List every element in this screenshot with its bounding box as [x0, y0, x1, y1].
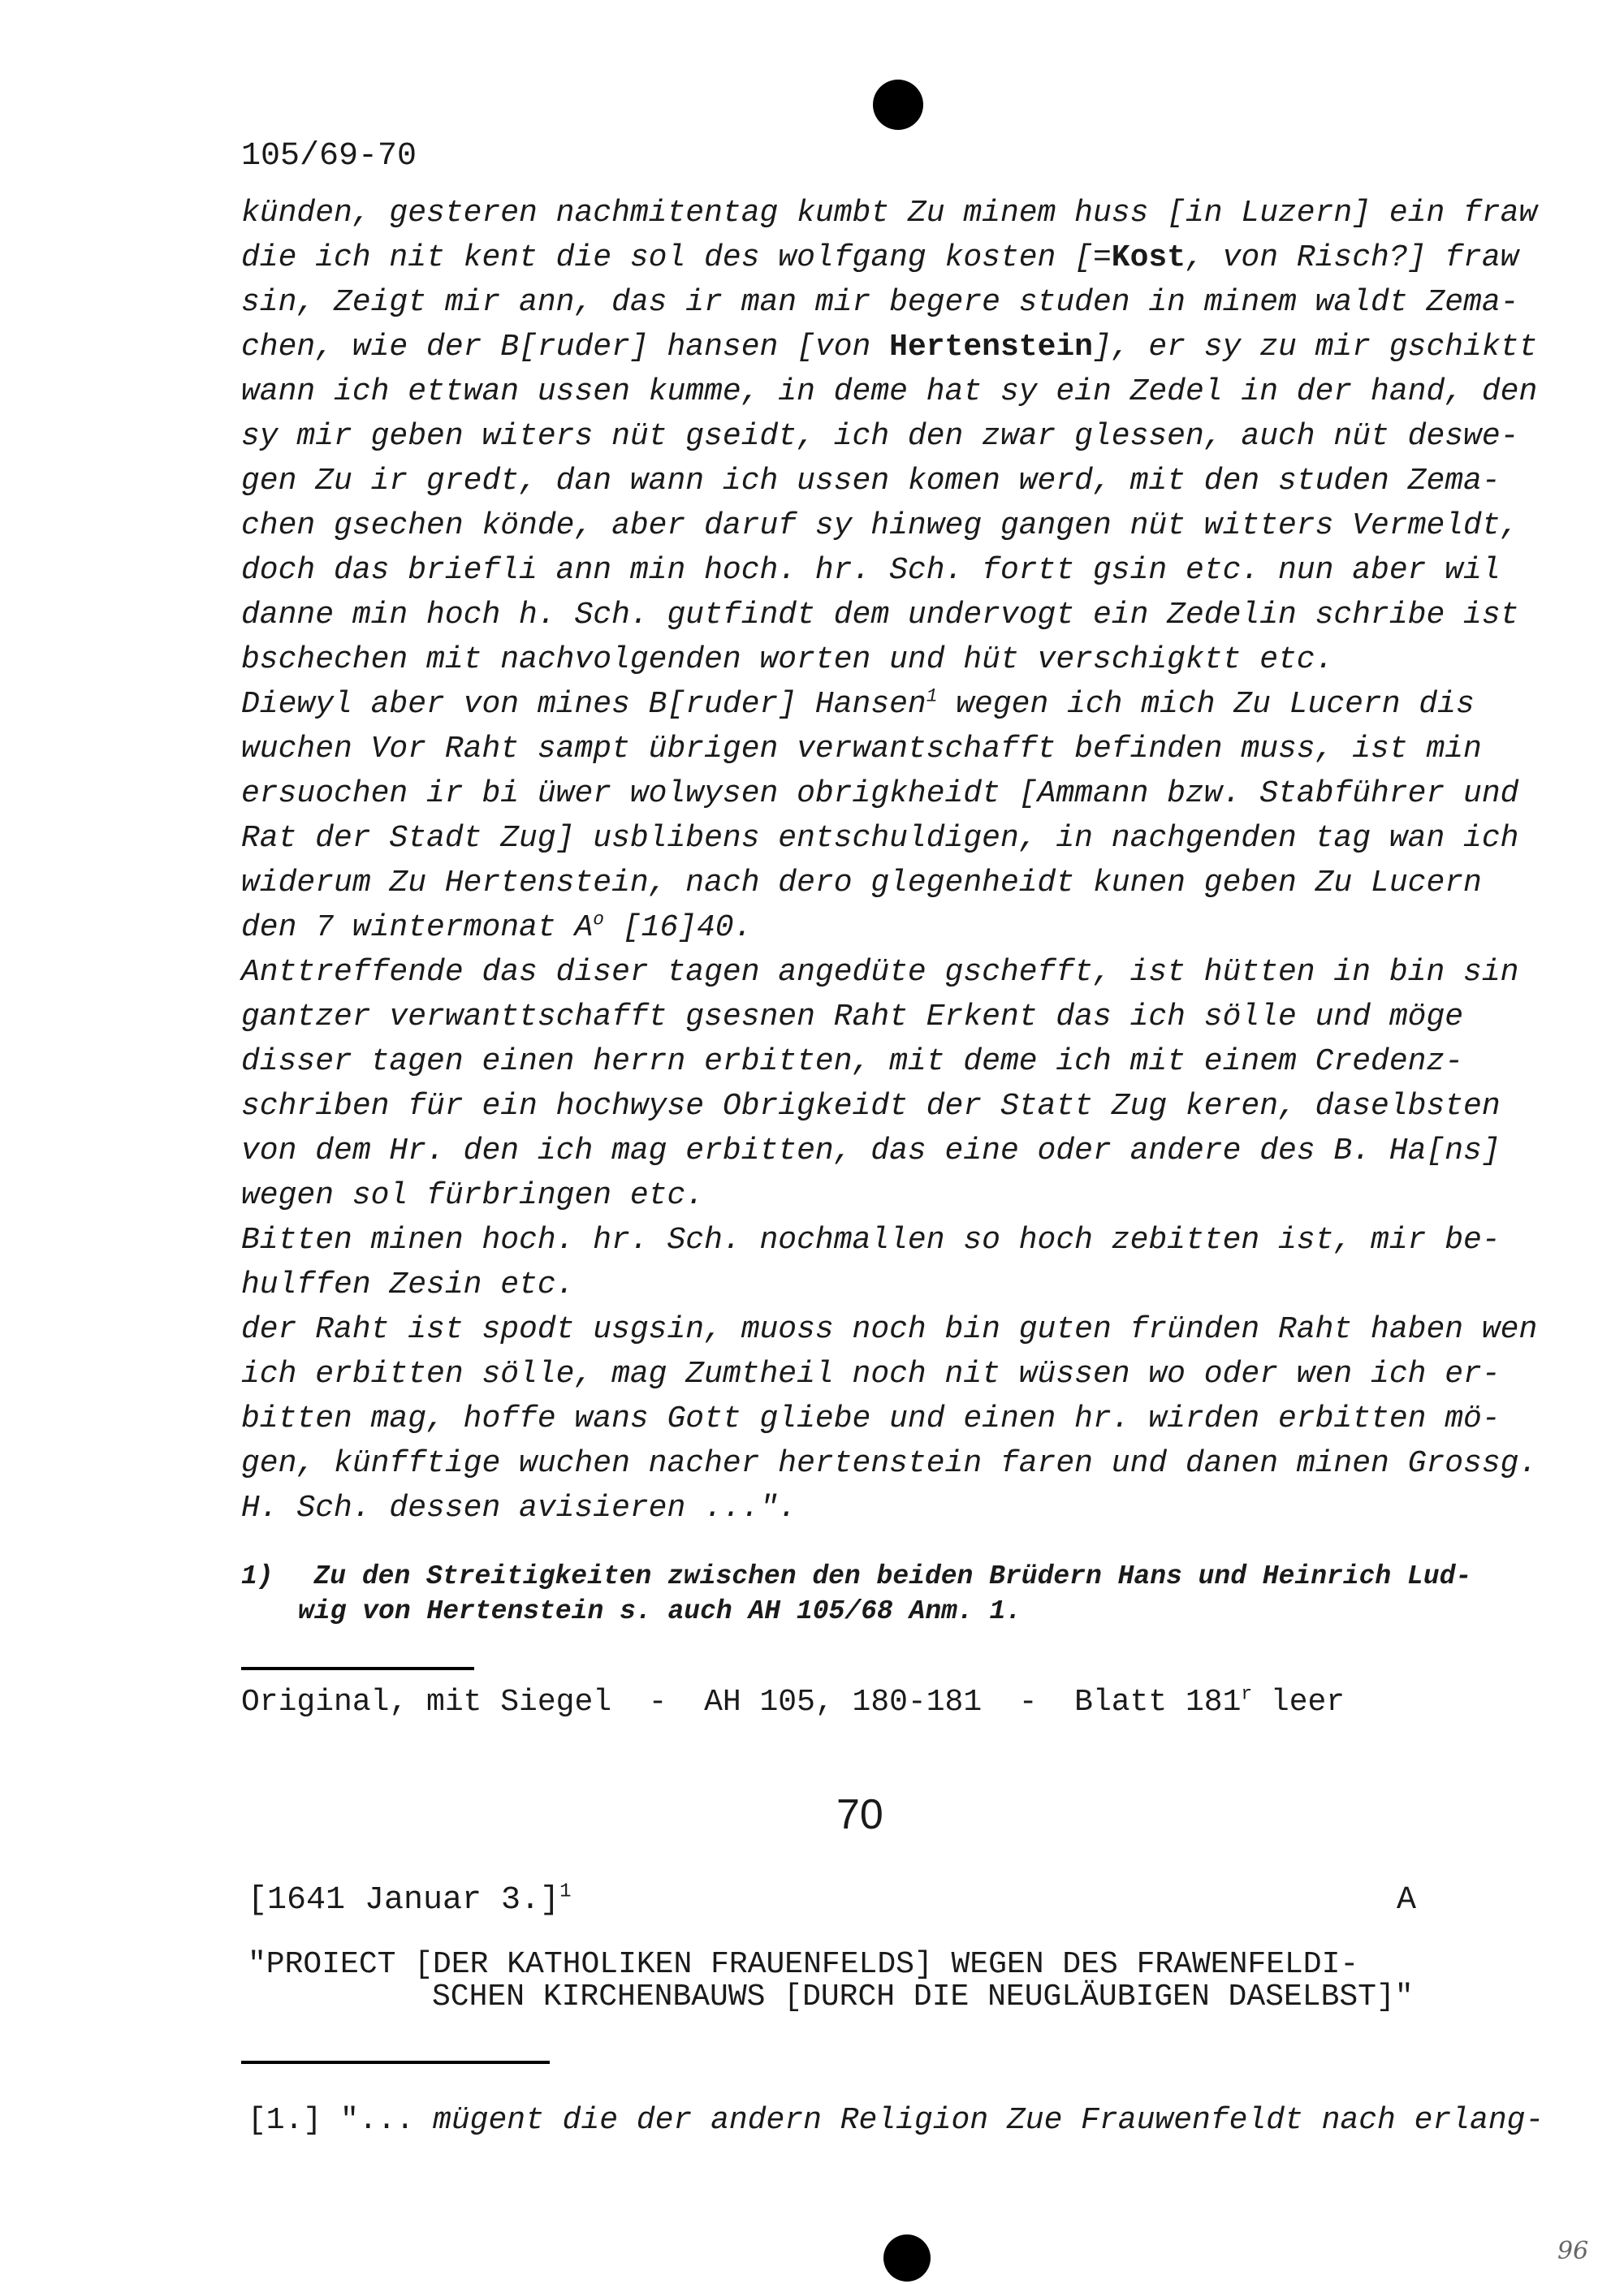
- text-line: die ich nit kent die sol des wolfgang kosten [=Kost, von Risch?] fraw: [241, 240, 1519, 275]
- superscript: 1: [926, 685, 938, 707]
- title-line-2: SCHEN KIRCHENBAUWS [DURCH DIE NEUGLÄUBIGEN DASELBST]": [432, 1980, 1414, 2014]
- text-line: gantzer verwanttschafft gsesnen Raht Erkent das ich sölle und möge: [241, 1000, 1464, 1034]
- text-line: chen gsechen könde, aber daruf sy hinweg gangen nüt witters Vermeldt,: [241, 508, 1519, 543]
- text-line: Anttreffende das diser tagen angedüte gschefft, ist hütten in bin sin: [241, 955, 1519, 990]
- text-start: [248, 2103, 1544, 2138]
- text-line: von dem Hr. den ich mag erbitten, das eine oder andere des B. Ha[ns]: [241, 1133, 1501, 1168]
- text-line: ersuochen ir bi üwer wolwysen obrigkheidt [Ammann bzw. Stabführer und: [241, 776, 1519, 811]
- title-line-1: "PROIECT [DER KATHOLIKEN FRAUENFELDS] WEGEN DES FRAWENFELDI-: [248, 1947, 1359, 1982]
- date-footnote-sup: 1: [559, 1880, 572, 1903]
- binding-hole-bottom: [883, 2234, 931, 2282]
- text-line: schriben für ein hochwyse Obrigkeidt der Statt Zug keren, daselbsten: [241, 1089, 1501, 1124]
- text-line: Diewyl aber von mines B[ruder] Hansen$^1$ wegen ich mich Zu Lucern dis: [241, 685, 1475, 722]
- text-line: bschechen mit nachvolgenden worten und hüt verschigktt etc.: [241, 642, 1334, 677]
- text-line: hulffen Zesin etc.: [241, 1267, 575, 1302]
- text-start-italic: mügent die der andern Religion Zue Frauwenfeldt nach erlang-: [433, 2103, 1544, 2138]
- text-line: widerum Zu Hertenstein, nach dero glegenheidt kunen geben Zu Lucern: [241, 866, 1482, 900]
- folio-number: 96: [1557, 2237, 1589, 2265]
- text-line: sin, Zeigt mir ann, das ir man mir begere studen in minem waldt Zema-: [241, 285, 1519, 320]
- text-start-prefix: [1.] "...: [248, 2103, 434, 2138]
- text-line: disser tagen einen herrn erbitten, mit deme ich mit einem Credenz-: [241, 1044, 1464, 1079]
- text-line: chen, wie der B[ruder] hansen [von Hertenstein], er sy zu mir gschiktt: [241, 330, 1538, 365]
- reference-number: 105/69-70: [241, 138, 417, 175]
- text-line: danne min hoch h. Sch. gutfindt dem undervogt ein Zedelin schribe ist: [241, 598, 1519, 633]
- text-line: bitten mag, hoffe wans Gott gliebe und einen hr. wirden erbitten mö-: [241, 1401, 1501, 1436]
- emphasized-name: Hertenstein: [889, 330, 1093, 365]
- footnote-line-2: wig von Hertenstein s. auch AH 105/68 Anm. 1.: [298, 1596, 1022, 1626]
- document-title: [248, 1949, 1514, 2014]
- footnote: [241, 1559, 1492, 1629]
- text-line: Rat der Stadt Zug] usblibens entschuldigen, in nachgenden tag wan ich: [241, 821, 1519, 856]
- document-number: 70: [836, 1791, 883, 1838]
- binding-hole-top: [873, 80, 923, 130]
- superscript: o: [593, 909, 604, 930]
- text-line: doch das briefli ann min hoch. hr. Sch. fortt gsin etc. nun aber wil: [241, 553, 1501, 588]
- date-text: [1641 Januar 3.]: [248, 1882, 560, 1919]
- text-line: H. Sch. dessen avisieren ...".: [241, 1491, 797, 1526]
- source-note-tail: leer: [1252, 1685, 1345, 1720]
- text-line: sy mir geben witers nüt gseidt, ich den zwar glessen, auch nüt deswe-: [241, 419, 1519, 454]
- source-note: [241, 1685, 1345, 1720]
- emphasized-name: Kost: [1111, 240, 1186, 275]
- footnote-marker: 1): [241, 1561, 274, 1591]
- footnote-line-1: Zu den Streitigkeiten zwischen den beiden Brüdern Hans und Heinrich Lud-: [313, 1561, 1472, 1591]
- text-line: ich erbitten sölle, mag Zumtheil noch nit wüssen wo oder wen ich er-: [241, 1357, 1501, 1392]
- text-line: wann ich ettwan ussen kumme, in deme hat sy ein Zedel in der hand, den: [241, 374, 1538, 409]
- source-note-sup: r: [1241, 1683, 1253, 1705]
- letter-text: [241, 191, 1538, 1531]
- document-date: [248, 1882, 571, 1919]
- version-mark: A: [1397, 1882, 1417, 1919]
- separator-rule-1: [241, 1667, 474, 1670]
- text-line: wuchen Vor Raht sampt übrigen verwantschafft befinden muss, ist min: [241, 732, 1482, 766]
- separator-rule-2: [241, 2061, 550, 2064]
- text-line: der Raht ist spodt usgsin, muoss noch bin guten fründen Raht haben wen: [241, 1312, 1538, 1347]
- text-line: gen Zu ir gredt, dan wann ich ussen komen werd, mit den studen Zema-: [241, 464, 1501, 499]
- text-line: Bitten minen hoch. hr. Sch. nochmallen so hoch zebitten ist, mir be-: [241, 1223, 1501, 1258]
- text-line: wegen sol fürbringen etc.: [241, 1178, 705, 1213]
- text-line: den 7 wintermonat $A^o$ [16]40.: [241, 909, 753, 945]
- text-line: gen, künfftige wuchen nacher hertenstein faren und danen minen Grossg.: [241, 1446, 1538, 1481]
- text-line: künden, gesteren nachmitentag kumbt Zu minem huss [in Luzern] ein fraw: [241, 196, 1538, 231]
- source-note-text: Original, mit Siegel - AH 105, 180-181 - Blatt 181: [241, 1685, 1242, 1720]
